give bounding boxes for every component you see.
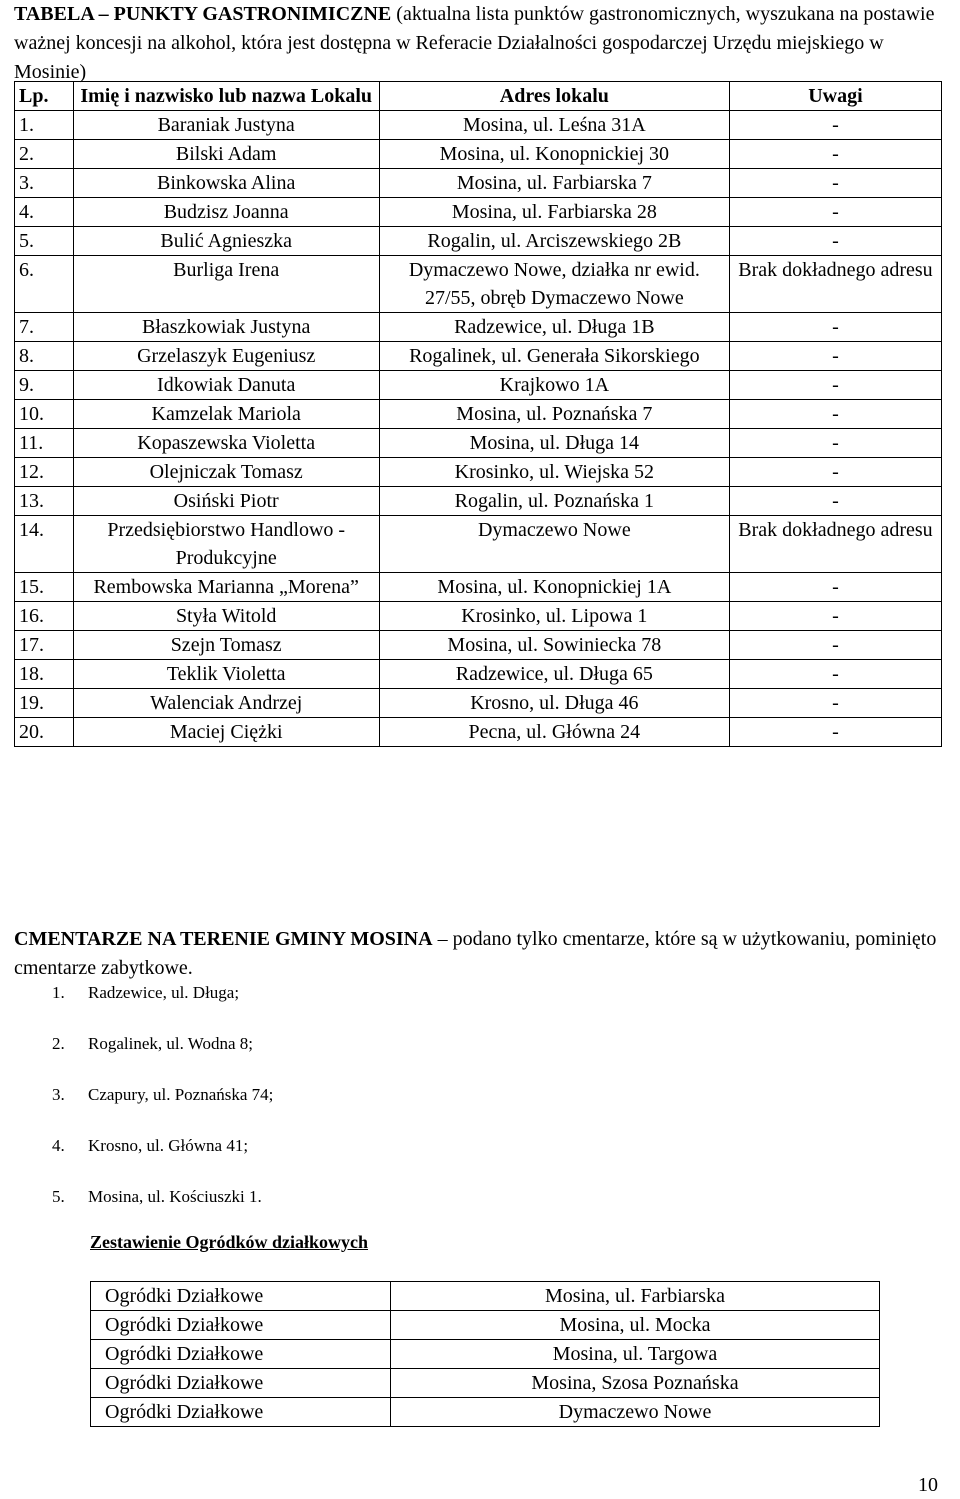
row-notes: Brak dokładnego adresu: [729, 516, 941, 573]
row-notes: -: [729, 458, 941, 487]
row-name: Styła Witold: [73, 602, 379, 631]
row-lp: 9.: [15, 371, 74, 400]
garden-address: Mosina, ul. Mocka: [391, 1311, 880, 1340]
intro-title: TABELA – PUNKTY GASTRONIMICZNE: [14, 3, 392, 25]
row-name: Idkowiak Danuta: [73, 371, 379, 400]
row-name: Walenciak Andrzej: [73, 689, 379, 718]
table-row: [15, 140, 942, 169]
row-notes: -: [729, 429, 941, 458]
row-notes: -: [729, 631, 941, 660]
table-row: [91, 1282, 880, 1311]
list-item-text: Czapury, ul. Poznańska 74;: [88, 1085, 274, 1104]
row-address: Rogalin, ul. Arciszewskiego 2B: [379, 227, 729, 256]
row-name: Burliga Irena: [73, 256, 379, 313]
garden-name: Ogródki Działkowe: [91, 1311, 391, 1340]
table-row: [15, 602, 942, 631]
row-notes: -: [729, 111, 941, 140]
list-item: [52, 980, 273, 1031]
cemeteries-title: CMENTARZE NA TERENIE GMINY MOSINA: [14, 928, 433, 950]
row-name: Teklik Violetta: [73, 660, 379, 689]
list-item: [52, 1082, 273, 1133]
row-name: Kopaszewska Violetta: [73, 429, 379, 458]
row-name: Bulić Agnieszka: [73, 227, 379, 256]
row-lp: 2.: [15, 140, 74, 169]
cemeteries-heading: [14, 925, 939, 983]
row-address: Dymaczewo Nowe, działka nr ewid. 27/55, obręb Dymaczewo Nowe: [379, 256, 729, 313]
garden-name: Ogródki Działkowe: [91, 1340, 391, 1369]
row-name: Osiński Piotr: [73, 487, 379, 516]
row-address: Pecna, ul. Główna 24: [379, 718, 729, 747]
row-lp: 14.: [15, 516, 74, 573]
row-name: Olejniczak Tomasz: [73, 458, 379, 487]
row-lp: 12.: [15, 458, 74, 487]
row-address: Mosina, ul. Poznańska 7: [379, 400, 729, 429]
list-item: [52, 1184, 273, 1235]
row-notes: -: [729, 227, 941, 256]
table-row: [15, 458, 942, 487]
gastronomy-table: [14, 81, 942, 747]
row-address: Mosina, ul. Sowiniecka 78: [379, 631, 729, 660]
list-item-text: Krosno, ul. Główna 41;: [88, 1136, 249, 1155]
row-address: Radzewice, ul. Długa 1B: [379, 313, 729, 342]
table-row: [15, 516, 942, 573]
row-lp: 6.: [15, 256, 74, 313]
garden-address: Mosina, ul. Farbiarska: [391, 1282, 880, 1311]
intro-paragraph: [14, 0, 939, 87]
table-row: [15, 631, 942, 660]
row-notes: -: [729, 169, 941, 198]
row-lp: 13.: [15, 487, 74, 516]
list-item-number: 2.: [52, 1034, 65, 1053]
row-notes: -: [729, 400, 941, 429]
table-row: [91, 1340, 880, 1369]
row-lp: 18.: [15, 660, 74, 689]
row-notes: -: [729, 689, 941, 718]
row-name: Rembowska Marianna „Morena”: [73, 573, 379, 602]
header-name: Imię i nazwisko lub nazwa Lokalu: [73, 82, 379, 111]
row-name: Błaszkowiak Justyna: [73, 313, 379, 342]
table-row: [15, 227, 942, 256]
row-name: Grzelaszyk Eugeniusz: [73, 342, 379, 371]
row-address: Mosina, ul. Farbiarska 7: [379, 169, 729, 198]
table-row: [91, 1369, 880, 1398]
row-address: Krosno, ul. Długa 46: [379, 689, 729, 718]
table-row: [91, 1398, 880, 1427]
row-notes: Brak dokładnego adresu: [729, 256, 941, 313]
list-item-number: 5.: [52, 1187, 65, 1206]
row-notes: -: [729, 660, 941, 689]
row-lp: 3.: [15, 169, 74, 198]
table-row: [15, 689, 942, 718]
gardens-table: [90, 1281, 880, 1427]
garden-address: Mosina, ul. Targowa: [391, 1340, 880, 1369]
table-row: [15, 256, 942, 313]
row-address: Mosina, ul. Konopnickiej 1A: [379, 573, 729, 602]
cemeteries-list: [52, 980, 273, 1235]
row-name: Maciej Ciężki: [73, 718, 379, 747]
row-name: Budzisz Joanna: [73, 198, 379, 227]
page-number: 10: [918, 1474, 938, 1496]
row-address: Krosinko, ul. Wiejska 52: [379, 458, 729, 487]
row-lp: 1.: [15, 111, 74, 140]
header-lp: Lp.: [15, 82, 74, 111]
row-notes: -: [729, 487, 941, 516]
row-lp: 17.: [15, 631, 74, 660]
row-name: Przedsiębiorstwo Handlowo - Produkcyjne: [73, 516, 379, 573]
row-notes: -: [729, 718, 941, 747]
garden-name: Ogródki Działkowe: [91, 1369, 391, 1398]
table-row: [15, 573, 942, 602]
row-address: Rogalin, ul. Poznańska 1: [379, 487, 729, 516]
gastronomy-table-body: [15, 111, 942, 747]
row-lp: 8.: [15, 342, 74, 371]
table-row: [15, 429, 942, 458]
row-name: Bilski Adam: [73, 140, 379, 169]
table-row: [15, 487, 942, 516]
list-item: [52, 1031, 273, 1082]
row-lp: 20.: [15, 718, 74, 747]
table-row: [15, 198, 942, 227]
table-row: [15, 660, 942, 689]
cemeteries-note: – podano tylko cmentarze, które są w użytkowaniu, pominięto cmentarze zabytkowe.: [14, 928, 937, 979]
row-address: Rogalinek, ul. Generała Sikorskiego: [379, 342, 729, 371]
gastronomy-table-header: [15, 82, 942, 111]
header-notes: Uwagi: [729, 82, 941, 111]
garden-name: Ogródki Działkowe: [91, 1398, 391, 1427]
row-address: Mosina, ul. Farbiarska 28: [379, 198, 729, 227]
row-name: Kamzelak Mariola: [73, 400, 379, 429]
table-row: [15, 400, 942, 429]
row-notes: -: [729, 140, 941, 169]
row-notes: -: [729, 198, 941, 227]
list-item-text: Mosina, ul. Kościuszki 1.: [88, 1187, 262, 1206]
garden-address: Mosina, Szosa Poznańska: [391, 1369, 880, 1398]
row-lp: 5.: [15, 227, 74, 256]
table-row: [15, 111, 942, 140]
table-row: [15, 371, 942, 400]
row-address: Krosinko, ul. Lipowa 1: [379, 602, 729, 631]
row-name: Szejn Tomasz: [73, 631, 379, 660]
intro-description: (aktualna lista punktów gastronomicznych, wyszukana na postawie ważnej koncesji na alkohol, która jest dostępna w Referacie Działalności gospodarczej Urzędu miejskiego w Mosinie): [14, 3, 935, 83]
row-name: Baraniak Justyna: [73, 111, 379, 140]
garden-address: Dymaczewo Nowe: [391, 1398, 880, 1427]
table-row: [15, 342, 942, 371]
row-lp: 11.: [15, 429, 74, 458]
table-row: [15, 718, 942, 747]
row-notes: -: [729, 371, 941, 400]
row-lp: 4.: [15, 198, 74, 227]
row-address: Krajkowo 1A: [379, 371, 729, 400]
row-lp: 15.: [15, 573, 74, 602]
row-lp: 10.: [15, 400, 74, 429]
row-notes: -: [729, 573, 941, 602]
list-item: [52, 1133, 273, 1184]
list-item-text: Rogalinek, ul. Wodna 8;: [88, 1034, 253, 1053]
header-address: Adres lokalu: [379, 82, 729, 111]
row-address: Dymaczewo Nowe: [379, 516, 729, 573]
gardens-table-body: [91, 1282, 880, 1427]
row-notes: -: [729, 342, 941, 371]
table-row: [15, 169, 942, 198]
row-notes: -: [729, 313, 941, 342]
table-row: [15, 313, 942, 342]
row-notes: -: [729, 602, 941, 631]
row-address: Mosina, ul. Leśna 31A: [379, 111, 729, 140]
list-item-text: Radzewice, ul. Długa;: [88, 983, 240, 1002]
list-item-number: 4.: [52, 1136, 65, 1155]
gardens-title: Zestawienie Ogródków działkowych: [90, 1232, 369, 1252]
row-address: Radzewice, ul. Długa 65: [379, 660, 729, 689]
row-address: Mosina, ul. Konopnickiej 30: [379, 140, 729, 169]
list-item-number: 3.: [52, 1085, 65, 1104]
row-lp: 16.: [15, 602, 74, 631]
row-name: Binkowska Alina: [73, 169, 379, 198]
table-row: [91, 1311, 880, 1340]
row-lp: 7.: [15, 313, 74, 342]
row-lp: 19.: [15, 689, 74, 718]
garden-name: Ogródki Działkowe: [91, 1282, 391, 1311]
list-item-number: 1.: [52, 983, 65, 1002]
row-address: Mosina, ul. Długa 14: [379, 429, 729, 458]
